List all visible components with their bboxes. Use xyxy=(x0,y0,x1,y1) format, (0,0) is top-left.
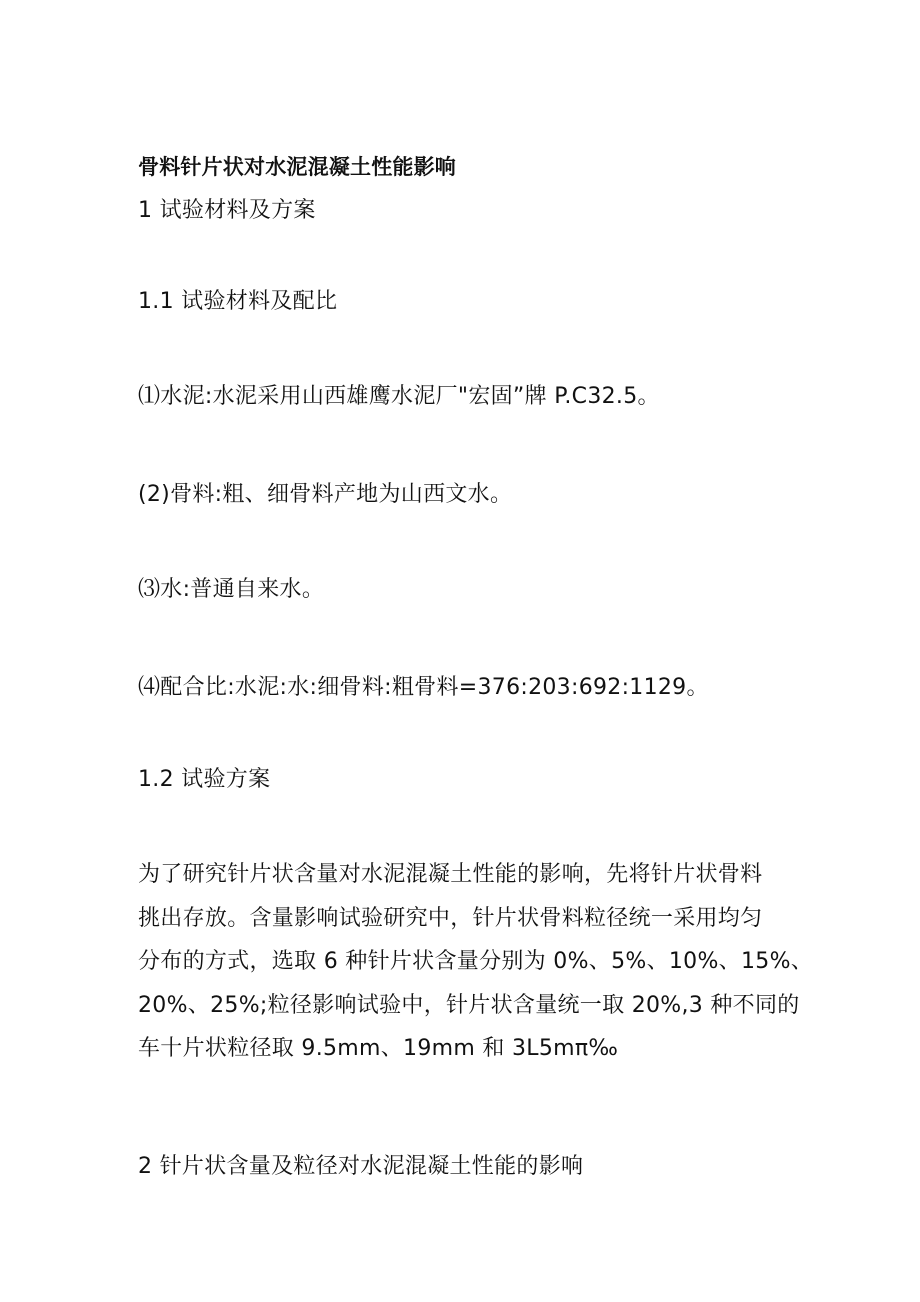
material-item-mix-ratio: ⑷配合比:水泥:水:细骨料:粗骨料=376:203:692:1129。 xyxy=(138,675,709,700)
document-title: 骨料针片状对水泥混凝土性能影响 xyxy=(138,155,456,179)
section-1-2-heading: 1.2 试验方案 xyxy=(138,767,271,792)
material-item-cement: ⑴水泥:水泥采用山西雄鹰水泥厂"宏固”牌 P.C32.5。 xyxy=(138,384,660,409)
material-item-water: ⑶水:普通自来水。 xyxy=(138,577,325,602)
paragraph-line: 车十片状粒径取 9.5mm、19mm 和 3L5mπ‰ xyxy=(138,1036,619,1061)
paragraph-line: 20%、25%;粒径影响试验中，针片状含量统一取 20%,3 种不同的 xyxy=(138,992,800,1018)
test-plan-paragraph xyxy=(138,853,814,1071)
section-1-1-heading: 1.1 试验材料及配比 xyxy=(138,289,338,314)
section-2-heading: 2 针片状含量及粒径对水泥混凝土性能的影响 xyxy=(138,1154,584,1179)
paragraph-line: 为了研究针片状含量对水泥混凝土性能的影响，先将针片状骨料 xyxy=(138,862,763,887)
section-1-heading: 1 试验材料及方案 xyxy=(138,198,316,223)
paragraph-line: 挑出存放。含量影响试验研究中，针片状骨料粒径统一采用均匀 xyxy=(138,905,763,931)
paragraph-line: 分布的方式，选取 6 种针片状含量分别为 0%、5%、10%、15%、 xyxy=(138,949,814,974)
material-item-aggregate: (2)骨料:粗、细骨料产地为山西文水。 xyxy=(138,482,513,507)
